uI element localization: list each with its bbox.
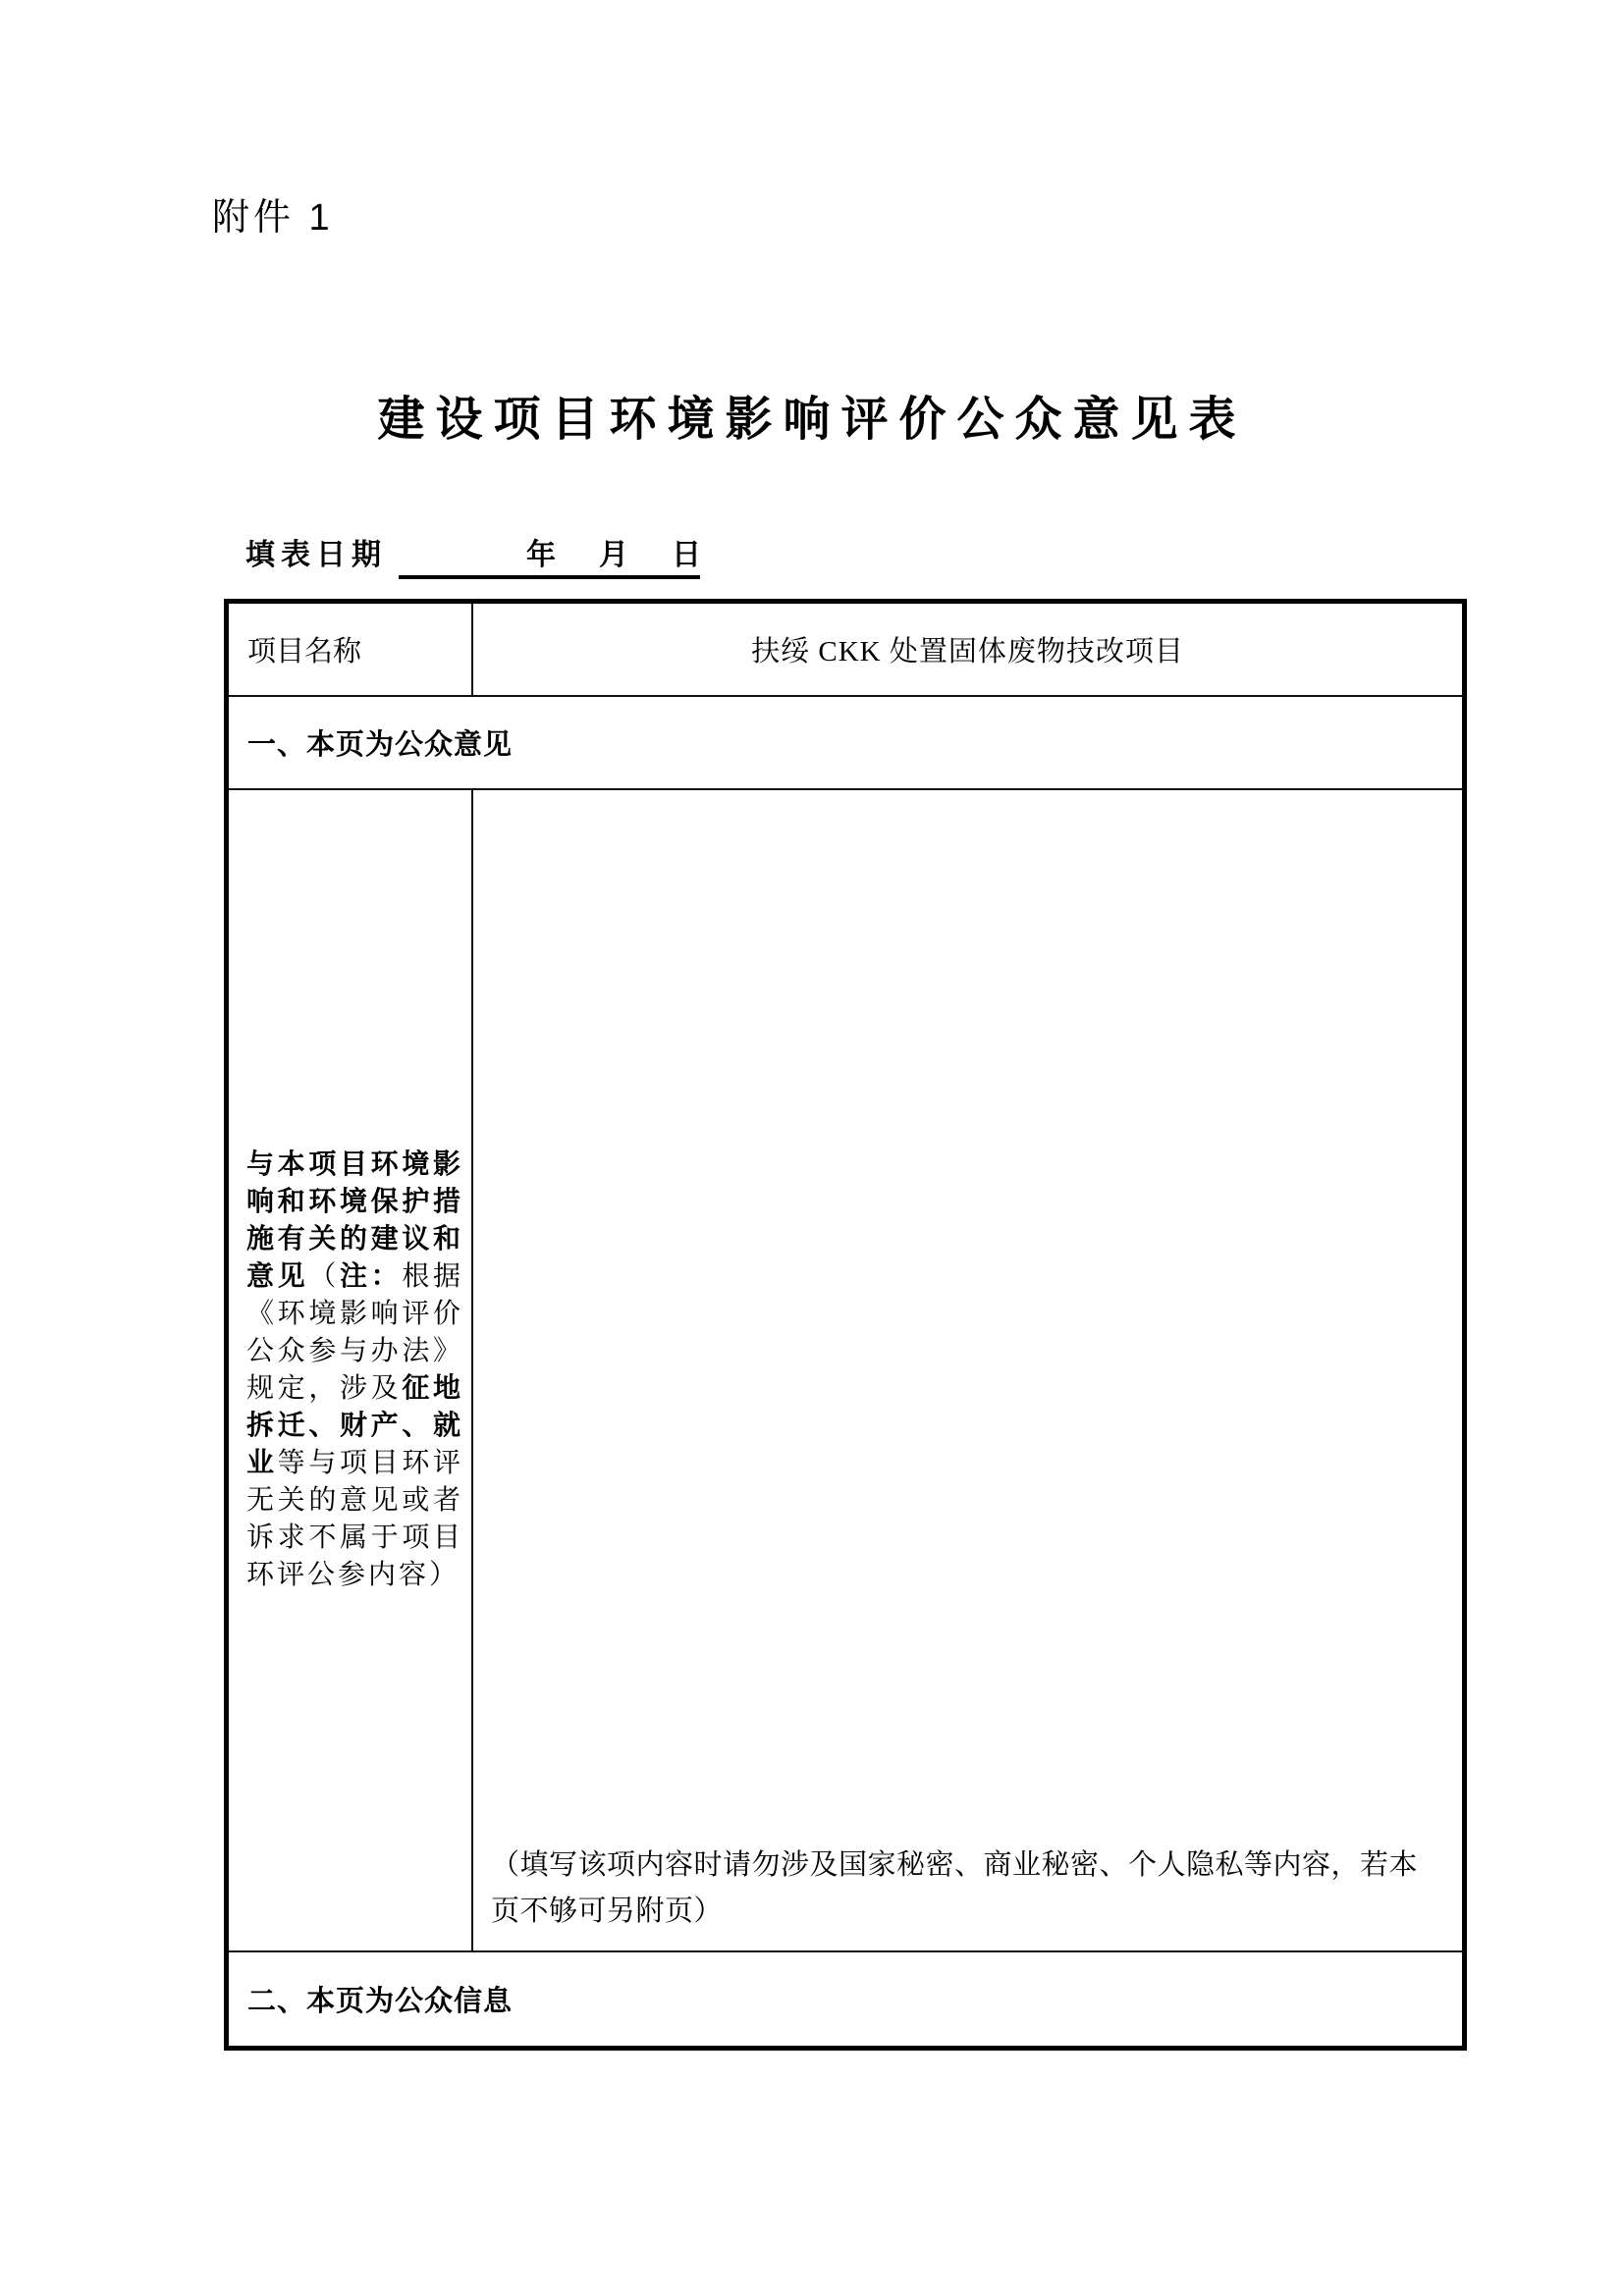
opinion-prompt-segment: 与本项目环境影响和环境保护措施有关的建议和意见 <box>246 1149 463 1292</box>
opinion-prompt-text <box>246 1147 463 1594</box>
project-name-row <box>229 604 1462 697</box>
opinion-prompt-segment: 根据《环境影响评价公众参与办法》规定，涉及 <box>246 1261 463 1404</box>
date-day-label: 日 <box>672 539 701 571</box>
public-opinion-row <box>229 790 1462 1952</box>
project-name-label: 项目名称 <box>229 604 473 695</box>
project-name-value: 扶绥 CKK 处置固体废物技改项目 <box>751 636 1184 667</box>
page-title: 建设项目环境影响评价公众意见表 <box>377 394 1247 447</box>
attachment-label: 附件 1 <box>212 197 334 239</box>
fill-date-label: 填表日期 <box>245 539 387 571</box>
date-month-label: 月 <box>599 539 628 571</box>
section-1-header: 一、本页为公众意见 <box>229 697 1462 790</box>
opinion-write-in-area[interactable] <box>473 790 1462 1950</box>
privacy-note: （填写该项内容时请勿涉及国家秘密、商业秘密、个人隐私等内容，若本页不够可另附页） <box>491 1849 1419 1927</box>
opinion-prompt-cell <box>229 790 473 1950</box>
section-2-header: 二、本页为公众信息 <box>247 1986 514 2017</box>
opinion-prompt-segment: 征地拆迁、财产、就业 <box>246 1373 463 1478</box>
date-year-label: 年 <box>526 539 556 571</box>
fill-date-line <box>245 536 700 579</box>
opinion-prompt-segment: （ <box>308 1261 340 1292</box>
opinion-form-table <box>224 599 1467 2051</box>
opinion-prompt-segment: 等与项目环评无关的意见或者诉求不属于项目环评公参内容） <box>246 1448 463 1590</box>
fill-date-blank-field[interactable] <box>399 540 700 579</box>
opinion-prompt-segment: 注： <box>340 1261 403 1292</box>
